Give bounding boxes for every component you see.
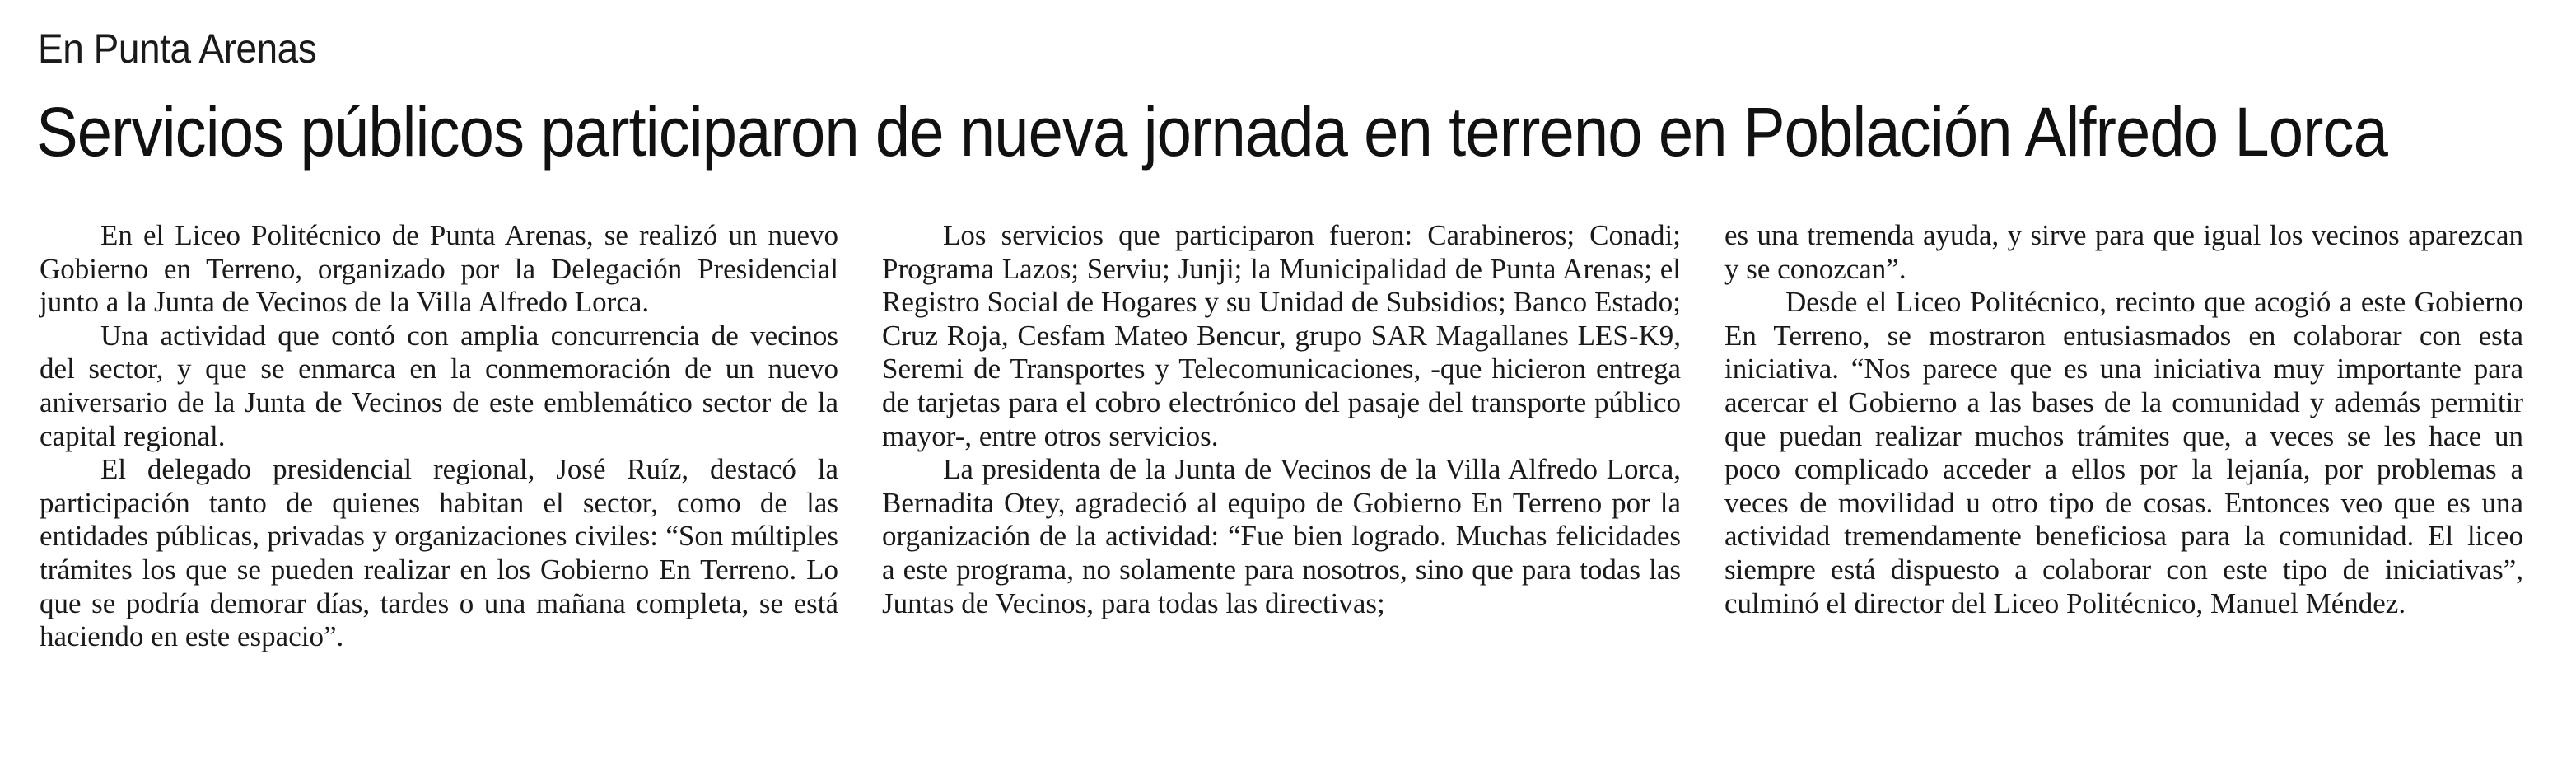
paragraph-continuation: es una tremenda ayuda, y sirve para que igual los vecinos aparezcan y se conozcan”. — [1724, 219, 2523, 285]
section-kicker: En Punta Arenas — [38, 26, 317, 72]
headline: Servicios públicos participaron de nueva jornada en terreno en Población Alfredo Lorca — [36, 93, 2387, 171]
paragraph: Los servicios que participaron fueron: Carabineros; Conadi; Programa Lazos; Serviu; Junji; la Municipalidad de Punta Arenas; el Registro Social de Hogares y su Unidad de Subsidios; Banco Estado; Cruz Roja, Cesfam Mateo Bencur, grupo SAR Magallanes LES-K9, Seremi de Transportes y Telecomunicaciones, -que hicieron entrega de tarjetas para el cobro electrónico del pasaje del transporte público mayor-, entre otros servicios. — [882, 219, 1681, 452]
article-column-1 — [40, 219, 838, 654]
paragraph: Desde el Liceo Politécnico, recinto que acogió a este Gobierno En Terreno, se mostraron entusiasmados en colaborar con esta iniciativa. “Nos parece que es una iniciativa muy importante para acercar el Gobierno a las bases de la comunidad y además permitir que puedan realizar muchos trámites que, a veces se les hace un poco complicado acceder a ellos por la lejanía, por problemas a veces de movilidad u otro tipo de cosas. Entonces veo que es una actividad tremendamente beneficiosa para la comunidad. El liceo siempre está dispuesto a colaborar con este tipo de iniciativas”, culminó el director del Liceo Politécnico, Manuel Méndez. — [1724, 286, 2523, 619]
paragraph: El delegado presidencial regional, José Ruíz, destacó la participación tanto de quienes habitan el sector, como de las entidades públicas, privadas y organizaciones civiles: “Son múltiples trámites los que se pueden realizar en los Gobierno En Terreno. Lo que se podría demorar días, tardes o una mañana completa, se está haciendo en este espacio”. — [40, 453, 838, 653]
article-column-2 — [882, 219, 1681, 620]
paragraph: Una actividad que contó con amplia concurrencia de vecinos del sector, y que se enmarca en la conmemoración de un nuevo aniversario de la Junta de Vecinos de este emblemático sector de la capital regional. — [40, 319, 838, 452]
paragraph: En el Liceo Politécnico de Punta Arenas, se realizó un nuevo Gobierno en Terreno, organizado por la Delegación Presidencial junto a la Junta de Vecinos de la Villa Alfredo Lorca. — [40, 219, 838, 319]
article-column-3 — [1724, 219, 2523, 620]
paragraph: La presidenta de la Junta de Vecinos de la Villa Alfredo Lorca, Bernadita Otey, agradeció al equipo de Gobierno En Terreno por la organización de la actividad: “Fue bien logrado. Muchas felicidades a este programa, no solamente para nosotros, sino que para todas las Juntas de Vecinos, para todas las directivas; — [882, 453, 1681, 619]
